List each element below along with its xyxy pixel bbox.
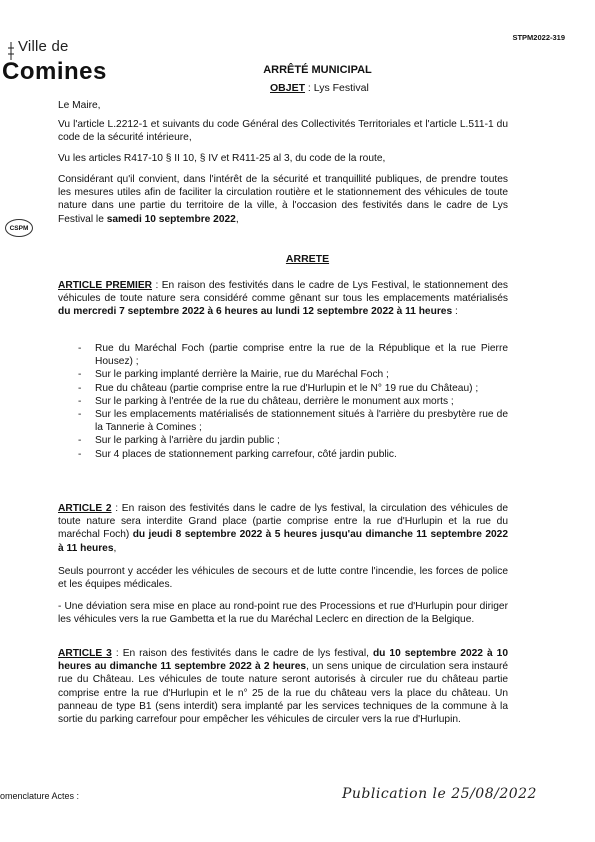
nomenclature-actes: omenclature Actes : [0,791,80,801]
article-1-list [78,342,508,461]
logo-ville-de: Ville de [18,38,69,55]
article-1-item: - Sur les emplacements matérialisés de stationnement situés à l'arrière du presbytère rue de la Tannerie à Comines ; [78,408,508,434]
article-2-deviation: - Une déviation sera mise en place au rond-point rue des Processions et rue d'Hurlupin pour diriger les véhicules vers la rue Gambetta et la rue du Maréchal Leclerc en direction de la Belgique. [58,601,508,626]
article-1-item: - Rue du château (partie comprise entre la rue d'Hurlupin et le N° 19 rue du Château) ; [78,382,508,395]
objet-value: : Lys Festival [305,82,369,94]
article-3-dates: du 10 septembre 2022 à 10 heures au dimanche 11 septembre 2022 à 2 heures [58,648,508,673]
article-1-dates: du mercredi 7 septembre 2022 à 6 heures au lundi 12 septembre 2022 à 11 heures [58,306,453,318]
article-3-rest: , un sens unique de circulation sera instauré rue du Château. Les véhicules de toute nature seront autorisés à circuler rue du château partie comprise entre la rue d'Hurlupin et le n° 25 de la rue du château vers la place du château. Un panneau de type B1 (sens interdit) sera implanté par les services techniques de la commune à la sortie du parking carrefour pour empêcher les véhicules de circuler vers la rue d'Hurlupin. [58,661,508,726]
article-3 [58,647,508,726]
document-object [270,82,369,94]
article-1 [58,279,508,319]
article-1-item: - Sur 4 places de stationnement parking carrefour, côté jardin public. [78,448,508,461]
document-reference: STPM2022-319 [512,33,565,42]
article-1-label: ARTICLE PREMIER [58,280,153,291]
article-2 [58,502,508,555]
document-title: ARRÊTÉ MUNICIPAL [263,64,372,76]
arrete-heading: ARRETE [285,253,330,265]
preamble-vu-1: Vu l'article L.2212-1 et suivants du code Général des Collectivités Territoriales et l'article L.511-1 du code de la sécurité intérieure, [58,119,508,144]
article-3-text: : En raison des festivités dans le cadre de lys festival, [111,648,373,659]
considerant-text: Considérant qu'il convient, dans l'intérêt de la sécurité et tranquillité publiques, de prendre toutes les mesures utiles afin de faciliter la circulation routière et le stationnement des véhicules de toute nature dans une partie du territoire de la ville, à l'occasion des festivités dans le cadre de Lys Festival le [58,174,508,225]
article-1-item: - Sur le parking à l'arrière du jardin public ; [78,434,508,447]
article-1-end: : [454,306,458,318]
preamble-maire: Le Maire, [58,100,101,111]
article-2-dates: du jeudi 8 septembre 2022 à 5 heures jusqu'au dimanche 11 septembre 2022 à 11 heures [58,529,509,554]
article-1-item: - Sur le parking à l'entrée de la rue du château, derrière le monument aux morts ; [78,395,508,408]
article-1-item: - Rue du Maréchal Foch (partie comprise entre la rue de la République et la rue Pierre Housez) ; [78,342,508,368]
considerant-date: samedi 10 septembre 2022 [106,213,236,225]
objet-label: OBJET [270,82,306,94]
preamble-vu-2: Vu les articles R417-10 § II 10, § IV et R411-25 al 3, du code de la route, [58,153,386,164]
cspm-stamp: CSPM [5,219,33,237]
considerant-end: , [235,213,239,225]
publication-handwritten: Publication le 25/08/2022 [342,786,537,802]
logo-comines: Comines [2,58,107,85]
article-2-text: : En raison des festivités dans le cadre de lys festival, la circulation des véhicules de toute nature sera interdite Grand place (partie comprise entre la rue d'Hurlupin et la rue du maréchal Foch) [58,503,508,541]
article-2-access: Seuls pourront y accéder les véhicules de secours et de lutte contre l'incendie, les forces de police et les équipes médicales. [58,566,508,591]
article-2-end: , [113,542,117,554]
preamble-considerant [58,173,508,226]
article-2-label: ARTICLE 2 [58,503,112,514]
article-3-label: ARTICLE 3 [58,648,112,659]
article-1-item: - Sur le parking implanté derrière la Mairie, rue du Maréchal Foch ; [78,368,508,381]
article-1-text: : En raison des festivités dans le cadre de Lys Festival, le stationnement des véhicules de toute nature sera considéré comme gênant sur tous les emplacements matérialisés [58,280,509,305]
